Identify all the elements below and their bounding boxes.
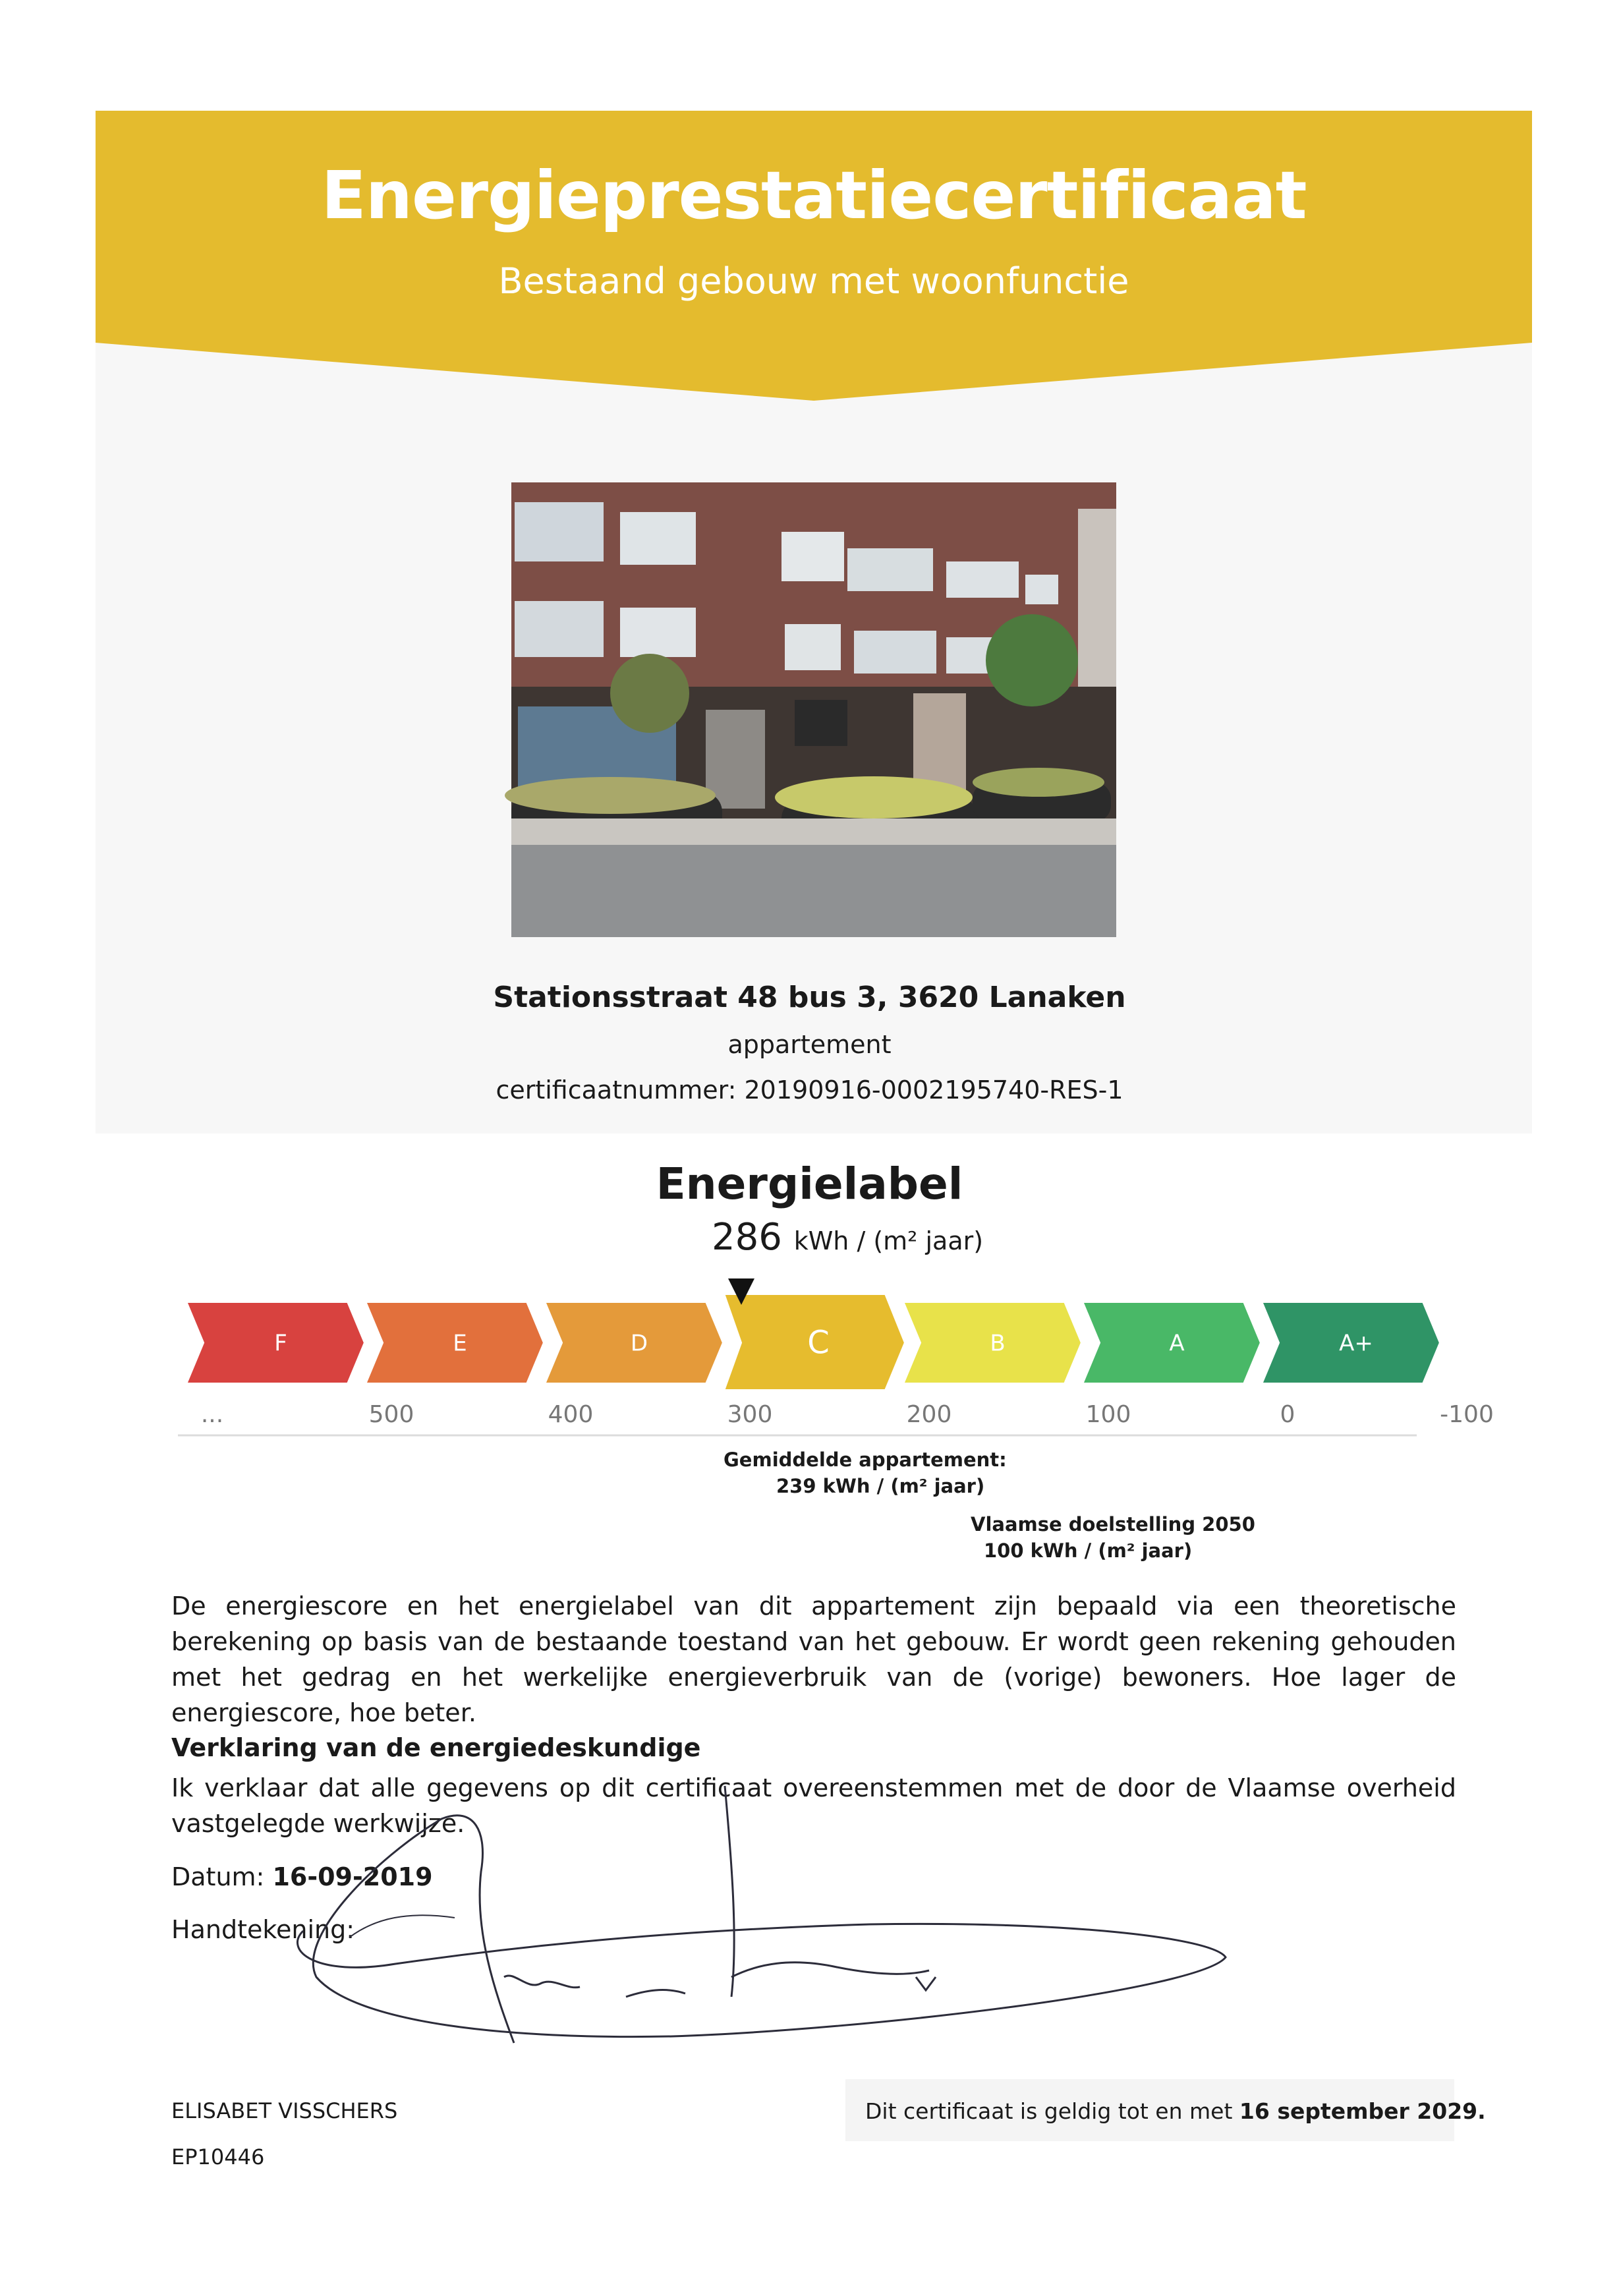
validity-date: 16 september 2029.	[1239, 2098, 1486, 2124]
page-subtitle: Bestaand gebouw met woonfunctie	[498, 260, 1129, 302]
scale-tick-label: 400	[548, 1401, 594, 1428]
energy-scale	[178, 1272, 1494, 1439]
header-banner	[96, 111, 1532, 401]
property-address: Stationsstraat 48 bus 3, 3620 Lanaken	[493, 981, 1126, 1014]
scale-tick-label: 200	[906, 1401, 952, 1428]
declaration-text: Ik verklaar dat alle gegevens op dit certificaat overeenstemmen met de door de Vlaamse overheid vastgelegde werkwijze.	[171, 1773, 1456, 1838]
energy-score-unit: kWh / (m² jaar)	[793, 1226, 984, 1255]
average-label: Gemiddelde appartement:	[724, 1449, 1007, 1471]
date-value: 16-09-2019	[272, 1862, 433, 1891]
expert-id: EP10446	[171, 2144, 265, 2169]
date-label: Datum:	[171, 1862, 265, 1891]
certificate-number: certificaatnummer: 20190916-0002195740-RES-1	[496, 1076, 1123, 1105]
property-type: appartement	[727, 1030, 892, 1059]
scale-tick-label: 100	[1085, 1401, 1131, 1428]
energy-class-label: A	[1169, 1330, 1185, 1357]
page-title: Energieprestatiecertificaat	[321, 157, 1307, 234]
scale-tick-label: 500	[368, 1401, 414, 1428]
energy-class-label: B	[990, 1330, 1006, 1357]
scale-tick-label: ...	[200, 1401, 224, 1428]
goal-value: 100 kWh / (m² jaar)	[984, 1539, 1193, 1562]
energy-class-label: A+	[1339, 1330, 1373, 1357]
energy-scale-chart	[178, 1272, 1494, 1437]
explanation-paragraph: De energiescore en het energielabel van dit appartement zijn bepaald via een theoretische berekening op basis van de bestaande toestand van het gebouw. Er wordt geen rekening gehouden met het gedrag en het werkelijke energieverbruik van de (vorige) bewoners. Hoe lager de energiescore, hoe beter.	[171, 1592, 1456, 1727]
scale-tick-label: 0	[1280, 1401, 1295, 1428]
scale-tick-label: 300	[727, 1401, 773, 1428]
energy-label-title: Energielabel	[656, 1159, 963, 1209]
energy-class-label: D	[630, 1330, 648, 1357]
expert-name: ELISABET VISSCHERS	[171, 2098, 398, 2123]
validity-text	[865, 2098, 1486, 2124]
energy-score-value: 286	[712, 1216, 782, 1259]
energy-class-label: F	[274, 1330, 287, 1357]
declaration-title: Verklaring van de energiedeskundige	[171, 1733, 701, 1762]
average-value: 239 kWh / (m² jaar)	[776, 1475, 985, 1497]
energy-label-value-line	[712, 1216, 983, 1259]
handwritten-signature	[277, 1779, 1252, 2069]
energy-class-label: C	[807, 1324, 830, 1362]
energy-class-label: E	[453, 1330, 467, 1357]
building-photo	[511, 482, 1116, 937]
scale-tick-label: -100	[1440, 1401, 1494, 1428]
signature-label: Handtekening:	[171, 1915, 355, 1944]
validity-prefix: Dit certificaat is geldig tot en met	[865, 2098, 1233, 2124]
goal-label: Vlaamse doelstelling 2050	[971, 1513, 1255, 1535]
